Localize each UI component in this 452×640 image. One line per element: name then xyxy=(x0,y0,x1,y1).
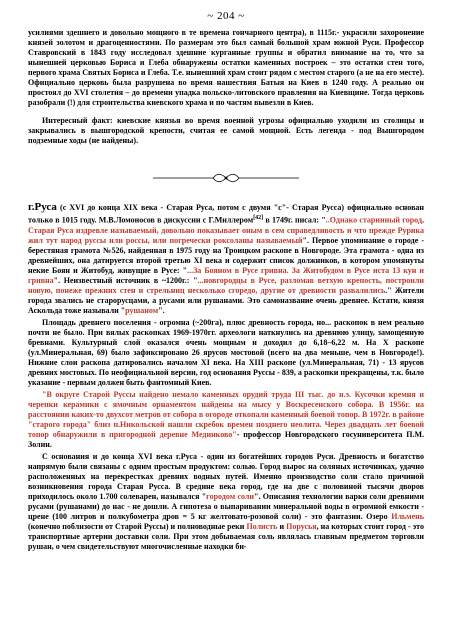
interesting-fact-paragraph: Интересный факт: киевские князья во время военной угрозы официально уходили из столицы и закрывались в вышгородской крепости, считая ее самой мощной. Есть легенда - под Вышгородом подземные ходы (не найдены). xyxy=(28,116,424,145)
stone-tools-author: - профессор Новгородского госуниверситета П.М. Золин. xyxy=(28,429,424,449)
lomonosov-quote: ..Однако старинный город, Старая Руса издревле называемый, довольно показывает оным в сем справедливость и что прежде Рурика жил тут народ руссы или россы, или погречески роксоланы называемый xyxy=(28,215,424,245)
city-of-salt-quote: городом соли xyxy=(206,491,255,501)
salt-text-4: и xyxy=(277,521,287,531)
russa-intro-text-6: ". xyxy=(158,305,165,315)
salt-text-3: (конечно поблизости от Старой Руссы) и полноводные реки xyxy=(28,521,247,531)
salt-paragraph xyxy=(28,452,424,552)
rushanom-quote: рушаном xyxy=(125,305,159,315)
top-paragraph: усилиями здешнего и довольно мощного в те времена гончарного центра), в 1115г.- украсили захоронение князей золотом и драгоценностями. По размерам это был самый большой храм южной Руси. Профессор Ставровский в 1843 году исследовал здешние курганные группы и обратил внимание на то, что за нынешней церковью Бориса и Глеба обнаружены остатки каменных построек – это остатки стен того, первого храма Святых Бориса и Глеба. Т.е. нынешний храм стоит рядом с местом старого (а не на его месте). Официально церковь была разрушена во время нашествия Батыя на Киев в 1240 году. А реально он простоял до XVI столетия – до времени упадка польско-литовского правления на Киевщине. Тогда церковь разобрали (!) для строительства киевского храма и по частям вывезли в Киев. xyxy=(28,28,424,107)
salt-text-1: С основания и до конца XVI века г.Руса - один из богатейших городов Руси. Древность и богатство напрямую были связаны с одним простым продуктом: солью. Город вырос на соляных источниках, удачно расположенных на перекрестках древних водных путей. Именно производство соли стало причиной возникновения города Старая Русса. В средине века город, где на две с половиной тысячи дворов приходилось около 1.700 солеварен, назывался " xyxy=(28,451,424,501)
salt-text-2: ". Описания технологии варки соли древними русами (рушанами) до нас - не дошли. А гипотеза о выпаривании минеральной воды в огромной емкости - црене (100 литров и полкубометра дров = 5 кг желтовато-розовой соли) - это фантазии. Озеро xyxy=(28,491,424,521)
citation-ref[interactable]: [42] xyxy=(253,215,264,221)
russa-heading: г.Руса xyxy=(28,201,57,213)
gramota-quote: ...За Бояном в Русе гривна. За Житобудом в Русе иста 13 кун и гривна xyxy=(28,265,424,285)
place-porusya: Порусья xyxy=(286,521,317,531)
russa-intro-text-2: в 1749г. писал: " xyxy=(263,215,326,225)
salt-text-5: , на которых стоит город - это транспортные артерии доставки соли. При этом добываемая соль являлась главным предметом торговли рушан, о чем свидетельствуют многочисленные находки би- xyxy=(28,521,425,551)
stone-tools-paragraph xyxy=(28,390,424,450)
stone-tools-quote: "В округе Старой Руссы найдено немало каменных орудий труда III тыс. до н.э. Кусочки кремня и черепки керамики с ямочным орнаментом найдены на мысу у Воскресенского собора. В 1956г. на расстоянии каких-то двухсот метров от собора в огороде откопали каменный боевой топор. В 1972г. в районе "старого города" близ п.Никольской нашли скребок времен позднего неолита. Через двадцать лет боевой топор обнаружили в пригородной деревне Мединково" xyxy=(28,389,424,439)
area-paragraph: Площадь древнего поселения - огромна (~200га), плюс древность города, но... раскопок в нем реально почти не было. При вялых раскопках 1969-1970гг. археологи наткнулись на древнюю улицу, замощенную бревнами. Культурный слой оказался очень мощным и доходил до 6,18–6,22 м. На Х раскопе (ул.Минеральная, 69) было зафиксировано 26 ярусов мостовой (всего на два меньше, чем в Новгороде!). Нижние слои раскопа датировались началом XI века. На XIII раскопе (ул.Минеральная, 71) - 13 ярусов древних мостовых. По неофициальной версии, год основания Руссы - 839, а раскопки прекращены, т.к. было указание - первым должен быть фантомный Киев. xyxy=(28,317,424,387)
russa-intro-text-5: ." Жители города звались не старорусцами, а русами или рушанами. Это самоназвание очень древнее. Кстати, князя Аскольда тоже называли " xyxy=(28,285,424,315)
document-page xyxy=(28,10,424,552)
novgorod-quote: ...новгородцы в Русе, разломав ветхую крепость, построили новую, понеже прежних стен и стрельниц несколько сгоредо, другие от древности развалились xyxy=(28,275,424,295)
place-polist: Полисть xyxy=(246,521,278,531)
place-ilmen: Ильмень xyxy=(391,511,424,521)
russa-intro-text-3: ". Первое упоминание о городе - берестяная грамота №526, найденная в 1975 году на Троицком раскопе в Новгороде. Эта грамота - одна из древнейших, она датируется второй третью XI века и содержит список должников, в котором упомянуты некие Боян и Житобуд, живущие в Русе: " xyxy=(28,235,424,275)
page-number: ~ 204 ~ xyxy=(207,10,245,22)
ornamental-divider-icon xyxy=(151,172,301,184)
russa-intro-text-4: ". Неизвестный источник в ~1200г.: " xyxy=(53,275,198,285)
russa-intro-paragraph xyxy=(28,202,424,316)
russa-intro-text-1: (с XVI до конца XIX века - Старая Руса, потом с двумя "с"- Старая Русса) официально основан только в 1015 году. М.В.Ломоносов в дискуссии с Г.Миллером xyxy=(28,203,424,225)
